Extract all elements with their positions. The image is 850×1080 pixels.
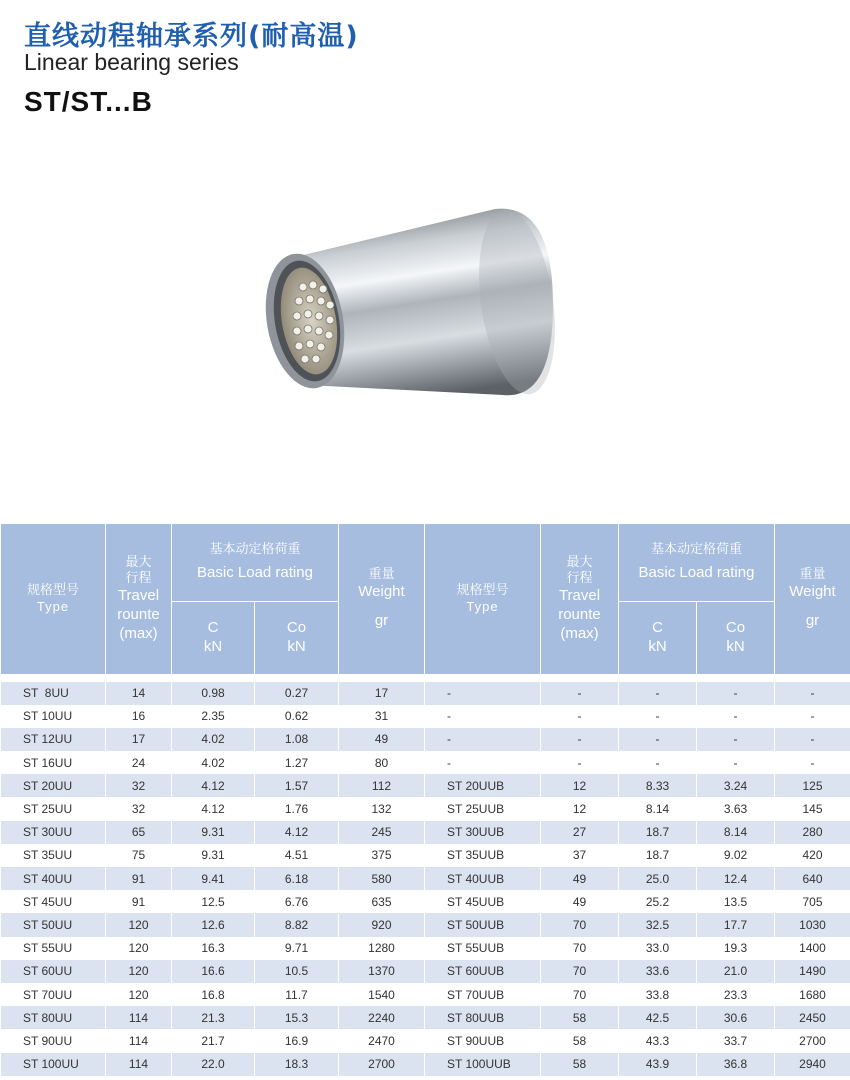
table-cell: - (425, 682, 541, 705)
table-cell: 1.76 (255, 797, 339, 820)
table-cell: - (541, 728, 619, 751)
table-row (1, 728, 850, 751)
table-row (1, 937, 850, 960)
specification-table (0, 523, 850, 1076)
table-cell: 9.71 (255, 937, 339, 960)
table-cell: 1.27 (255, 751, 339, 774)
table-cell: 19.3 (697, 937, 775, 960)
table-cell: ST 55UUB (425, 937, 541, 960)
table-cell: 49 (541, 890, 619, 913)
table-cell: 43.3 (619, 1029, 697, 1052)
table-cell: 16.6 (172, 960, 255, 983)
table-cell: 9.02 (697, 844, 775, 867)
table-cell: ST 60UUB (425, 960, 541, 983)
table-cell: 16.8 (172, 983, 255, 1006)
table-row (1, 797, 850, 820)
table-cell: 70 (541, 913, 619, 936)
table-cell: 4.02 (172, 751, 255, 774)
table-cell: 42.5 (619, 1006, 697, 1029)
table-cell: 8.14 (697, 821, 775, 844)
table-cell: 920 (339, 913, 425, 936)
table-cell: 145 (775, 797, 850, 820)
table-cell: 21.7 (172, 1029, 255, 1052)
table-cell: ST 35UUB (425, 844, 541, 867)
table-cell: 125 (775, 774, 850, 797)
table-cell: 65 (106, 821, 172, 844)
header-type-b: 规格型号 Type (425, 524, 541, 675)
title-english: Linear bearing series (24, 49, 239, 75)
table-cell: 280 (775, 821, 850, 844)
table-cell: 8.14 (619, 797, 697, 820)
table-cell: 12.5 (172, 890, 255, 913)
table-cell: ST 25UU (1, 797, 106, 820)
table-cell: 114 (106, 1029, 172, 1052)
table-cell: 11.7 (255, 983, 339, 1006)
table-cell: ST 30UU (1, 821, 106, 844)
table-row (1, 705, 850, 728)
table-cell: 580 (339, 867, 425, 890)
table-cell: - (619, 682, 697, 705)
table-cell: 120 (106, 913, 172, 936)
table-row (1, 774, 850, 797)
table-cell: 1680 (775, 983, 850, 1006)
table-cell: ST 80UUB (425, 1006, 541, 1029)
table-cell: 705 (775, 890, 850, 913)
header-c: C kN (172, 602, 255, 675)
table-row (1, 983, 850, 1006)
table-cell: 32 (106, 774, 172, 797)
table-row (1, 844, 850, 867)
header-travel-b: 最大 行程 Travel rounte (max) (541, 524, 619, 675)
table-cell: 43.9 (619, 1053, 697, 1076)
table-cell: 120 (106, 937, 172, 960)
table-cell: 1280 (339, 937, 425, 960)
table-cell: 36.8 (697, 1053, 775, 1076)
table-row (1, 960, 850, 983)
table-cell: 33.7 (697, 1029, 775, 1052)
table-cell: - (619, 728, 697, 751)
table-row (1, 821, 850, 844)
header-c-b: C kN (619, 602, 697, 675)
table-row (1, 867, 850, 890)
table-cell: 10.5 (255, 960, 339, 983)
table-cell: 4.02 (172, 728, 255, 751)
table-cell: ST 60UU (1, 960, 106, 983)
table-cell: 3.24 (697, 774, 775, 797)
header-weight: 重量 Weight gr (339, 524, 425, 675)
table-cell: 80 (339, 751, 425, 774)
table-cell: - (697, 751, 775, 774)
table-cell: 70 (541, 983, 619, 1006)
table-cell: ST 50UU (1, 913, 106, 936)
table-cell: 114 (106, 1006, 172, 1029)
table-cell: - (425, 728, 541, 751)
table-cell: ST 80UU (1, 1006, 106, 1029)
table-cell: ST 50UUB (425, 913, 541, 936)
table-cell: ST 100UUB (425, 1053, 541, 1076)
table-cell: 420 (775, 844, 850, 867)
table-cell: 8.33 (619, 774, 697, 797)
table-cell: 17 (339, 682, 425, 705)
table-cell: ST 40UU (1, 867, 106, 890)
table-cell: - (775, 751, 850, 774)
table-cell: 0.98 (172, 682, 255, 705)
table-cell: 18.7 (619, 844, 697, 867)
table-cell: 2450 (775, 1006, 850, 1029)
table-cell: ST 90UU (1, 1029, 106, 1052)
table-cell: 1.57 (255, 774, 339, 797)
table-row (1, 1029, 850, 1052)
table-cell: 1490 (775, 960, 850, 983)
table-cell: 33.6 (619, 960, 697, 983)
table-cell: 2700 (775, 1029, 850, 1052)
table-cell: - (697, 682, 775, 705)
table-cell: - (425, 751, 541, 774)
table-cell: ST 100UU (1, 1053, 106, 1076)
table-cell: ST 20UU (1, 774, 106, 797)
table-cell: - (425, 705, 541, 728)
table-cell: 91 (106, 890, 172, 913)
table-cell: 4.12 (172, 774, 255, 797)
table-cell: ST 12UU (1, 728, 106, 751)
table-cell: 16 (106, 705, 172, 728)
linear-bearing-image (255, 195, 575, 435)
table-cell: 12.4 (697, 867, 775, 890)
table-cell: ST 45UU (1, 890, 106, 913)
table-cell: 2940 (775, 1053, 850, 1076)
table-cell: 32 (106, 797, 172, 820)
table-cell: - (775, 728, 850, 751)
table-cell: - (775, 682, 850, 705)
table-cell: - (541, 682, 619, 705)
table-cell: 27 (541, 821, 619, 844)
table-cell: 14 (106, 682, 172, 705)
table-cell: ST 35UU (1, 844, 106, 867)
table-row (1, 682, 850, 705)
table-cell: 49 (339, 728, 425, 751)
table-cell: ST 30UUB (425, 821, 541, 844)
header-basic-load-rating-b: 基本动定格荷重 Basic Load rating (619, 524, 775, 602)
table-cell: ST 20UUB (425, 774, 541, 797)
table-row (1, 1053, 850, 1076)
table-cell: 32.5 (619, 913, 697, 936)
table-row (1, 751, 850, 774)
table-cell: 12.6 (172, 913, 255, 936)
table-cell: 33.0 (619, 937, 697, 960)
table-cell: 4.12 (255, 821, 339, 844)
table-cell: 112 (339, 774, 425, 797)
table-cell: 245 (339, 821, 425, 844)
table-cell: 9.31 (172, 844, 255, 867)
table-cell: ST 70UUB (425, 983, 541, 1006)
table-cell: 21.3 (172, 1006, 255, 1029)
table-cell: 12 (541, 774, 619, 797)
table-cell: 6.18 (255, 867, 339, 890)
table-cell: ST 70UU (1, 983, 106, 1006)
table-cell: 58 (541, 1029, 619, 1052)
table-cell: 4.12 (172, 797, 255, 820)
table-cell: - (697, 728, 775, 751)
table-cell: 0.62 (255, 705, 339, 728)
table-cell: 17 (106, 728, 172, 751)
table-cell: 18.3 (255, 1053, 339, 1076)
table-cell: 3.63 (697, 797, 775, 820)
table-cell: 375 (339, 844, 425, 867)
table-cell: 120 (106, 983, 172, 1006)
table-cell: 9.41 (172, 867, 255, 890)
table-cell: 30.6 (697, 1006, 775, 1029)
table-cell: 2240 (339, 1006, 425, 1029)
table-cell: 2700 (339, 1053, 425, 1076)
table-cell: 114 (106, 1053, 172, 1076)
table-cell: 23.3 (697, 983, 775, 1006)
table-cell: 33.8 (619, 983, 697, 1006)
table-cell: 13.5 (697, 890, 775, 913)
table-cell: 16.9 (255, 1029, 339, 1052)
table-cell: ST 25UUB (425, 797, 541, 820)
header-basic-load-rating: 基本动定格荷重 Basic Load rating (172, 524, 339, 602)
table-cell: 49 (541, 867, 619, 890)
table-cell: - (541, 705, 619, 728)
table-cell: 21.0 (697, 960, 775, 983)
table-cell: 25.2 (619, 890, 697, 913)
table-cell: 2470 (339, 1029, 425, 1052)
table-cell: 0.27 (255, 682, 339, 705)
table-cell: 1540 (339, 983, 425, 1006)
table-cell: ST 8UU (1, 682, 106, 705)
table-cell: 37 (541, 844, 619, 867)
table-cell: 18.7 (619, 821, 697, 844)
table-cell: 1030 (775, 913, 850, 936)
table-cell: - (541, 751, 619, 774)
table-row (1, 890, 850, 913)
header-co: Co kN (255, 602, 339, 675)
table-cell: 17.7 (697, 913, 775, 936)
table-cell: 640 (775, 867, 850, 890)
table-cell: 9.31 (172, 821, 255, 844)
table-cell: 2.35 (172, 705, 255, 728)
table-cell: 1.08 (255, 728, 339, 751)
table-cell: - (775, 705, 850, 728)
table-cell: 120 (106, 960, 172, 983)
table-cell: 132 (339, 797, 425, 820)
table-cell: ST 90UUB (425, 1029, 541, 1052)
table-cell: 15.3 (255, 1006, 339, 1029)
header-weight-b: 重量 Weight gr (775, 524, 850, 675)
table-cell: - (619, 705, 697, 728)
table-cell: - (697, 705, 775, 728)
table-cell: 1370 (339, 960, 425, 983)
table-cell: 25.0 (619, 867, 697, 890)
table-cell: ST 40UUB (425, 867, 541, 890)
table-cell: 91 (106, 867, 172, 890)
table-cell: 58 (541, 1006, 619, 1029)
table-cell: 22.0 (172, 1053, 255, 1076)
table-cell: 4.51 (255, 844, 339, 867)
table-cell: 75 (106, 844, 172, 867)
table-cell: ST 45UUB (425, 890, 541, 913)
header-type: 规格型号 Type (1, 524, 106, 675)
table-cell: 8.82 (255, 913, 339, 936)
table-cell: ST 55UU (1, 937, 106, 960)
table-row (1, 1006, 850, 1029)
table-cell: 31 (339, 705, 425, 728)
table-cell: ST 16UU (1, 751, 106, 774)
table-cell: 58 (541, 1053, 619, 1076)
table-cell: 70 (541, 960, 619, 983)
table-cell: ST 10UU (1, 705, 106, 728)
table-cell: 16.3 (172, 937, 255, 960)
table-cell: 12 (541, 797, 619, 820)
table-cell: 6.76 (255, 890, 339, 913)
model-series-title: ST/ST...B (24, 86, 153, 117)
table-cell: 24 (106, 751, 172, 774)
table-cell: 1400 (775, 937, 850, 960)
table-cell: - (619, 751, 697, 774)
header-travel: 最大 行程 Travel rounte (max) (106, 524, 172, 675)
table-cell: 70 (541, 937, 619, 960)
title-chinese: 直线动程轴承系列(耐高温) (24, 21, 359, 52)
header-co-b: Co kN (697, 602, 775, 675)
table-row (1, 913, 850, 936)
table-cell: 635 (339, 890, 425, 913)
